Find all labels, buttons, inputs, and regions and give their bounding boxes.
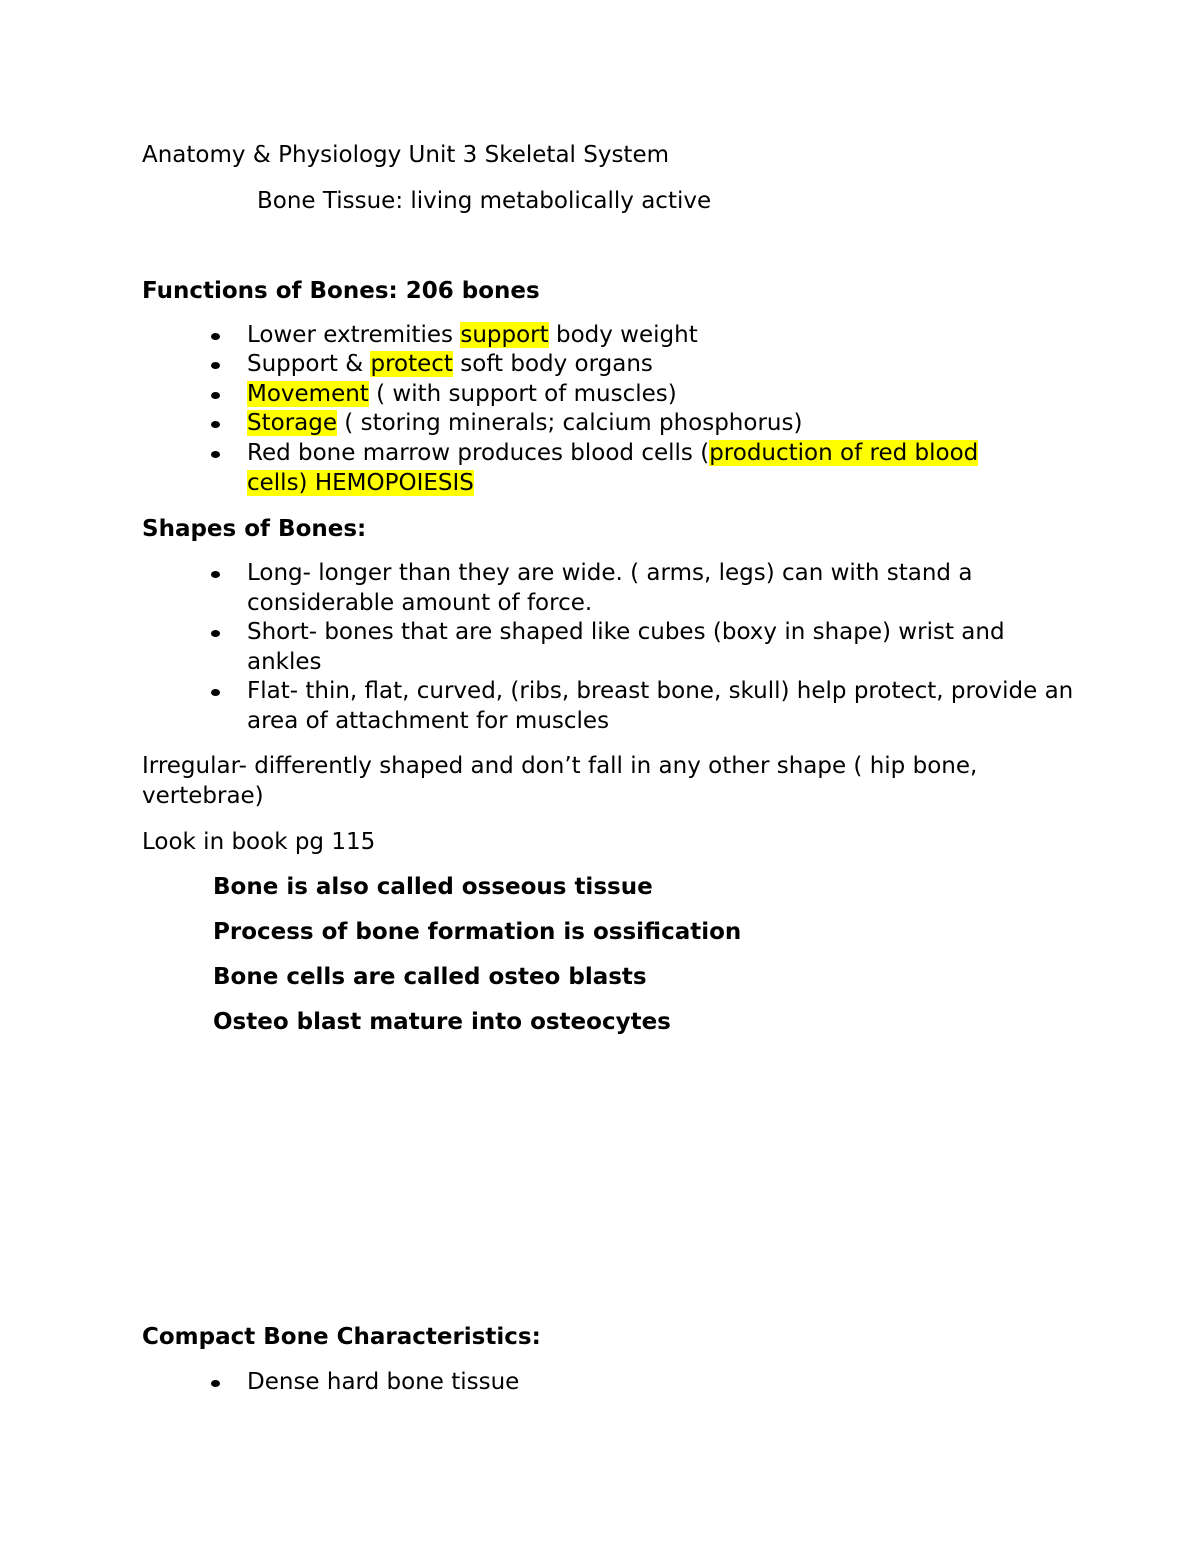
list-item [247,409,1077,439]
list-item: Long- longer than they are wide. ( arms, legs) can with stand a considerable amount of force. [247,560,973,616]
compact-heading: Compact Bone Characteristics: [142,1324,541,1350]
highlighted-text: support [460,322,549,348]
bullet-icon [211,362,220,369]
list-item [247,350,1077,380]
list-item-text: ( with support of muscles) [368,381,677,407]
list-item-text: soft body organs [452,351,653,377]
bullet-icon [211,689,220,696]
document-subtitle: Bone Tissue: living metabolically active [257,188,712,214]
highlighted-text: Movement [247,381,369,407]
book-reference: Look in book pg 115 [142,829,376,855]
fact-line: Bone is also called osseous tissue [213,874,653,900]
list-item [247,439,1027,498]
bullet-icon [211,630,220,637]
bullet-icon [211,392,220,399]
list-item: Short- bones that are shaped like cubes (boxy in shape) wrist and ankles [247,619,1005,675]
list-item-text: Red bone marrow produces blood cells ( [247,440,710,466]
list-item-text: body weight [548,322,698,348]
bullet-icon [211,1380,220,1387]
bullet-icon [211,451,220,458]
fact-line: Osteo blast mature into osteocytes [213,1009,671,1035]
list-item: Flat- thin, flat, curved, (ribs, breast bone, skull) help protect, provide an area of attachment for muscles [247,678,1074,734]
fact-line: Process of bone formation is ossification [213,919,742,945]
list-item: Dense hard bone tissue [247,1369,520,1395]
list-item-text: Support & [247,351,371,377]
document-title: Anatomy & Physiology Unit 3 Skeletal System [142,142,670,168]
fact-line: Bone cells are called osteo blasts [213,964,647,990]
highlighted-text: Storage [247,410,337,436]
bullet-icon [211,421,220,428]
list-item-text: ( storing minerals; calcium phosphorus) [337,410,803,436]
functions-heading: Functions of Bones: 206 bones [142,278,540,304]
irregular-paragraph: Irregular- differently shaped and don’t fall in any other shape ( hip bone, vertebrae) [142,753,978,809]
bullet-icon [211,571,220,578]
shapes-heading: Shapes of Bones: [142,516,367,542]
highlighted-text: protect [370,351,453,377]
highlighted-text: production of red blood cells) HEMOPOIESIS [247,440,979,496]
list-item [247,321,1077,351]
bullet-icon [211,333,220,340]
list-item [247,380,1077,410]
list-item-text: Lower extremities [247,322,461,348]
